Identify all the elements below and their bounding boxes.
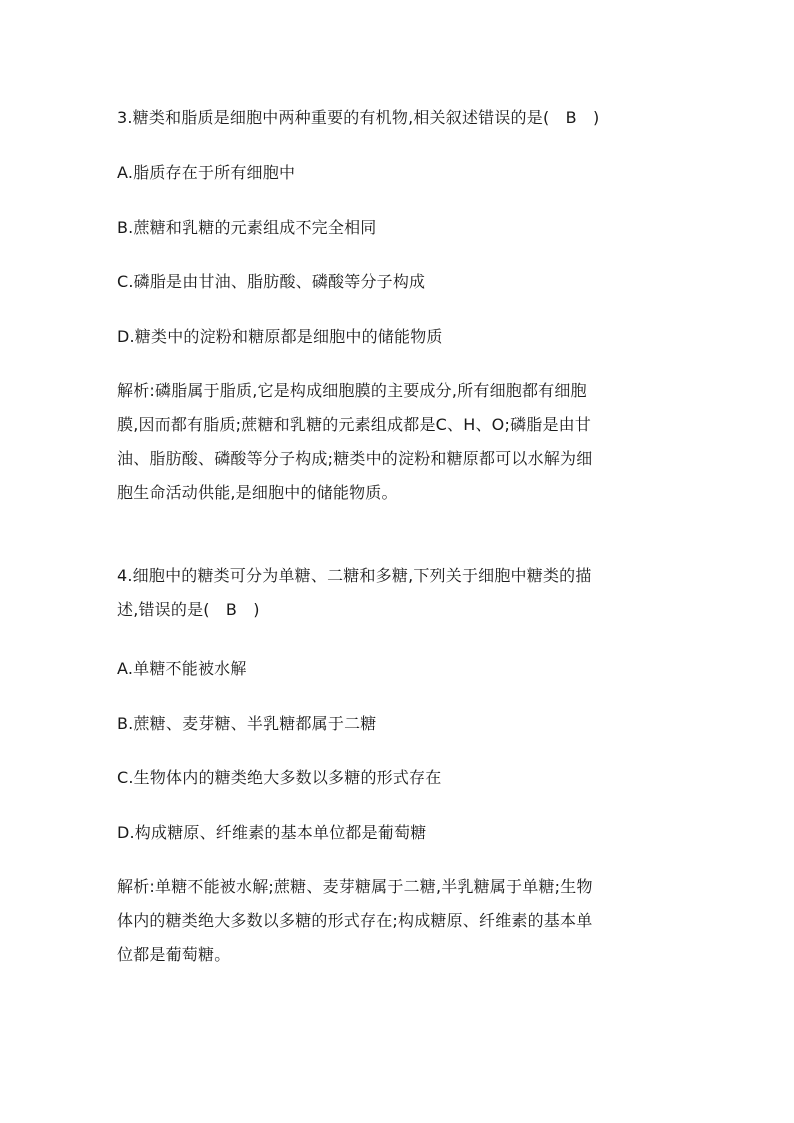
q3-option-a: A.脂质存在于所有细胞中 bbox=[117, 163, 296, 182]
q4-stem-line: 4.细胞中的糖类可分为单糖、二糖和多糖,下列关于细胞中糖类的描 bbox=[117, 566, 592, 585]
q3-analysis-line: 解析:磷脂属于脂质,它是构成细胞膜的主要成分,所有细胞都有细胞 bbox=[117, 381, 587, 400]
q4-analysis-line: 体内的糖类绝大多数以多糖的形式存在;构成糖原、纤维素的基本单 bbox=[117, 911, 593, 930]
q4-option-c: C.生物体内的糖类绝大多数以多糖的形式存在 bbox=[117, 768, 442, 787]
q3-stem: 3.糖类和脂质是细胞中两种重要的有机物,相关叙述错误的是( B ) bbox=[117, 108, 600, 127]
q4-option-b: B.蔗糖、麦芽糖、半乳糖都属于二糖 bbox=[117, 714, 377, 733]
q4-analysis-line: 位都是葡萄糖。 bbox=[117, 945, 231, 964]
q4-stem bbox=[117, 559, 687, 627]
q3-option-d: D.糖类中的淀粉和糖原都是细胞中的储能物质 bbox=[117, 327, 443, 346]
q3-option-c: C.磷脂是由甘油、脂肪酸、磷酸等分子构成 bbox=[117, 272, 426, 291]
q4-option-d: D.构成糖原、纤维素的基本单位都是葡萄糖 bbox=[117, 823, 427, 842]
q3-analysis-line: 油、脂肪酸、磷酸等分子构成;糖类中的淀粉和糖原都可以水解为细 bbox=[117, 449, 593, 468]
q4-analysis bbox=[117, 870, 687, 972]
q3-analysis bbox=[117, 374, 687, 510]
q4-stem-line: 述,错误的是( B ) bbox=[117, 600, 260, 619]
q4-analysis-line: 解析:单糖不能被水解;蔗糖、麦芽糖属于二糖,半乳糖属于单糖;生物 bbox=[117, 877, 593, 896]
q3-analysis-line: 膜,因而都有脂质;蔗糖和乳糖的元素组成都是C、H、O;磷脂是由甘 bbox=[117, 415, 592, 434]
q4-option-a: A.单糖不能被水解 bbox=[117, 659, 247, 678]
q3-option-b: B.蔗糖和乳糖的元素组成不完全相同 bbox=[117, 218, 377, 237]
q3-analysis-line: 胞生命活动供能,是细胞中的储能物质。 bbox=[117, 483, 398, 502]
